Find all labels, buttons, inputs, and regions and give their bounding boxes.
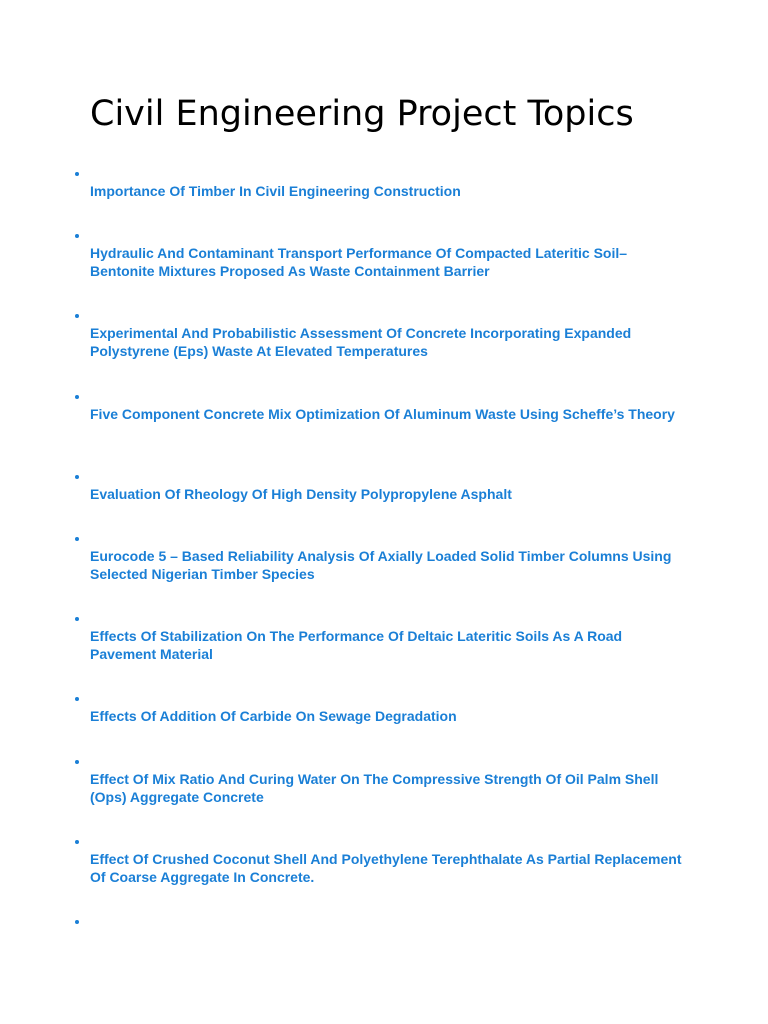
topic-link[interactable]: Evaluation Of Rheology Of High Density Polypropylene Asphalt [90,486,512,502]
topic-link[interactable]: Importance Of Timber In Civil Engineering Construction [90,183,461,199]
bullet-icon [75,395,79,399]
bullet-icon [75,697,79,701]
bullet-icon [75,234,79,238]
topic-link[interactable]: Effects Of Stabilization On The Performance Of Deltaic Lateritic Soils As A Road Pavement Material [90,628,623,662]
bullet-icon [75,617,79,621]
bullet-icon [75,760,79,764]
bullet-icon [75,172,79,176]
topic-link[interactable]: Effect Of Crushed Coconut Shell And Polyethylene Terephthalate As Partial Replacement Of Coarse Aggregate In Concrete. [90,851,682,885]
topic-link[interactable]: Effect Of Mix Ratio And Curing Water On The Compressive Strength Of Oil Palm Shell (Ops) Aggregate Concrete [90,771,659,805]
bullet-icon [75,920,79,924]
topic-link[interactable]: Eurocode 5 – Based Reliability Analysis Of Axially Loaded Solid Timber Columns Using Selected Nigerian Timber Species [90,548,672,582]
bullet-icon [75,475,79,479]
page-title: Civil Engineering Project Topics [90,94,634,134]
topic-link[interactable]: Experimental And Probabilistic Assessment Of Concrete Incorporating Expanded Polystyrene (Eps) Waste At Elevated Temperatures [90,325,632,359]
bullet-icon [75,537,79,541]
topic-link[interactable]: Five Component Concrete Mix Optimization Of Aluminum Waste Using Scheffe’s Theory [90,406,675,422]
bullet-icon [75,314,79,318]
topic-link[interactable]: Hydraulic And Contaminant Transport Performance Of Compacted Lateritic Soil–Bentonite Mixtures Proposed As Waste Containment Barrier [90,245,628,279]
topic-link[interactable]: Effects Of Addition Of Carbide On Sewage Degradation [90,708,457,724]
bullet-icon [75,840,79,844]
